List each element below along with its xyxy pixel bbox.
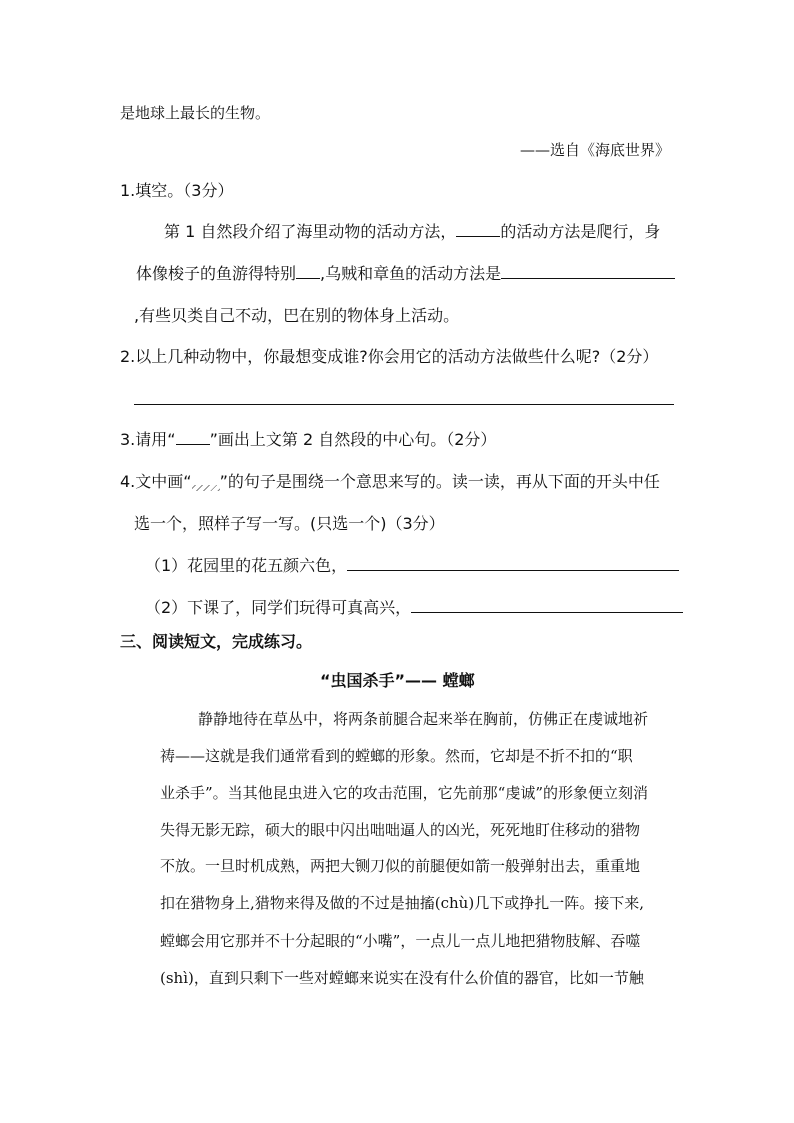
q1-blank-2[interactable] [296,264,320,279]
q4-text-b: ”的句子是围绕一个意思来写的。读一读，再从下面的开头中任 [219,472,660,491]
q3-text-b: ”画出上文第 2 自然段的中心句。（2分） [209,430,497,449]
q4-option-2-label: （2）下课了，同学们玩得可真高兴， [145,598,412,617]
question-2-title: 2.以上几种动物中，你最想变成谁?你会用它的活动方法做些什么呢?（2分） [120,347,659,366]
question-4-option-2 [145,598,683,618]
q4-option-1-label: （1）花园里的花五颜六色， [145,556,348,575]
section-3-heading: 三、阅读短文，完成练习。 [120,632,313,651]
wavy-underline-sample [192,485,220,491]
question-3-title [120,430,496,450]
question-1-line-3: ,有些贝类自己不动，巴在别的物体身上活动。 [134,306,460,325]
article-title: “虫国杀手”—— 螳螂 [320,671,475,690]
q1-text-c: 体像梭子的鱼游得特别 [136,264,297,283]
question-1-line-2 [136,264,675,284]
q1-blank-1[interactable] [456,222,500,237]
article-line-4: 失得无影无踪，硕大的眼中闪出咄咄逼人的凶光，死死地盯住移动的猎物 [160,821,641,839]
q1-text-b: 的活动方法是爬行，身 [500,222,661,241]
question-4-option-1 [145,556,679,576]
question-1-title: 1.填空。（3分） [120,181,234,200]
q4-text-a: 4.文中画“ [120,472,192,491]
question-4-line-2: 选一个，照样子写一写。(只选一个)（3分） [134,514,445,533]
question-1-line-1 [164,222,660,242]
q1-text-a: 第 1 自然段介绍了海里动物的活动方法， [164,222,457,241]
article-line-1: 静静地待在草丛中，将两条前腿合起来举在胸前，仿佛正在虔诚地祈 [198,710,649,728]
q1-text-d: ,乌贼和章鱼的活动方法是 [320,264,502,283]
q3-text-a: 3.请用“ [120,430,176,449]
question-4-title [120,472,660,492]
passage-source: ——选自《海底世界》 [519,141,670,159]
question-2-answer-line[interactable] [134,404,674,405]
article-line-6: 扣在猎物身上,猎物来得及做的不过是抽搐(chù)几下或挣扎一阵。接下来, [160,894,644,912]
passage-continuation: 是地球上最长的生物。 [120,104,271,122]
q1-blank-3[interactable] [501,264,675,279]
article-line-5: 不放。一旦时机成熟，两把大铡刀似的前腿便如箭一般弹射出去，重重地 [160,857,641,875]
article-line-7: 螳螂会用它那并不十分起眼的“小嘴”，一点儿一点儿地把猎物肢解、吞噬 [160,932,641,950]
q3-underline-sample [176,430,210,445]
article-line-3: 业杀手”。当其他昆虫进入它的攻击范围，它先前那“虔诚”的形象便立刻消 [160,784,649,802]
article-line-2: 祷——这就是我们通常看到的螳螂的形象。然而，它却是不折不扣的“职 [160,747,633,765]
q4-option-2-blank[interactable] [411,598,683,613]
article-line-8: (shì)，直到只剩下一些对螳螂来说实在没有什么价值的器官，比如一节触 [160,969,644,987]
q4-option-1-blank[interactable] [347,556,679,571]
